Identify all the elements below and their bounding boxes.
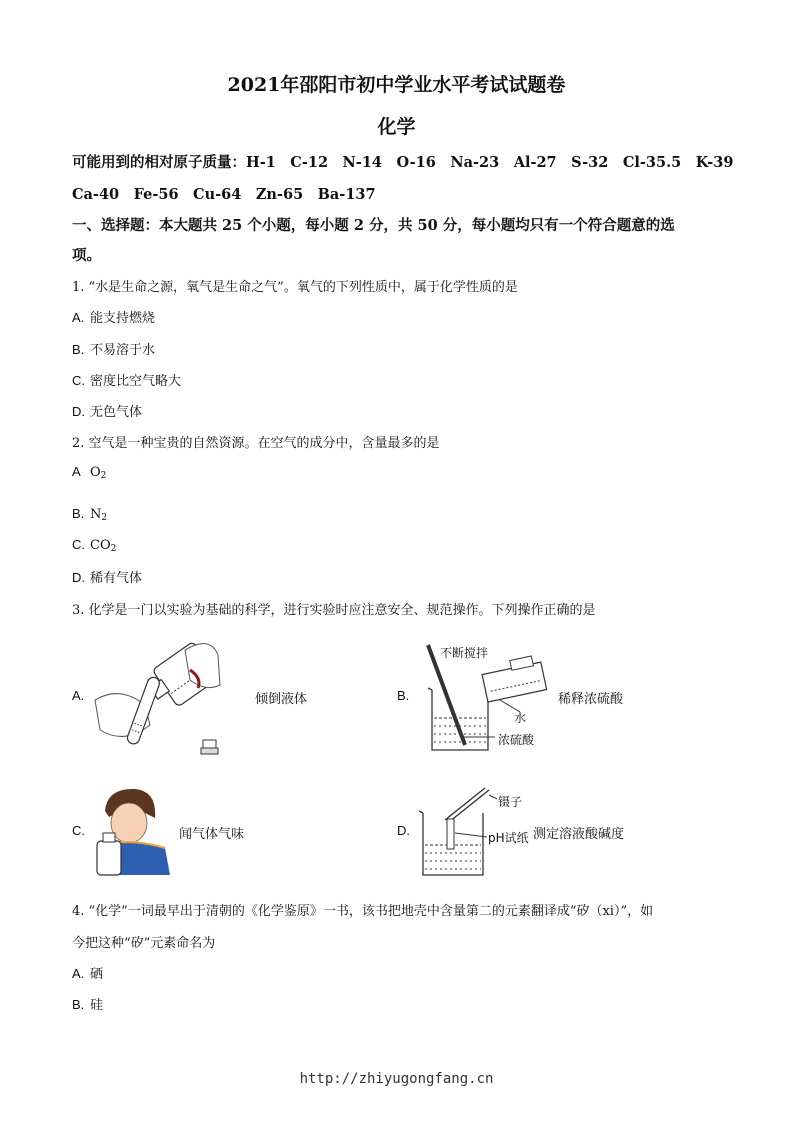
beaker bbox=[432, 690, 488, 750]
q2-option-b bbox=[72, 506, 107, 523]
question-2-stem: 2. 空气是一种宝贵的自然资源。在空气的成分中，含量最多的是 bbox=[72, 436, 440, 451]
conc-acid-label: 浓硫酸 bbox=[498, 733, 535, 747]
option-text: 密度比空气略大 bbox=[90, 374, 182, 389]
option-letter: A bbox=[72, 464, 81, 479]
option-letter: B. bbox=[72, 997, 85, 1012]
option-text: 测定溶液酸碱度 bbox=[533, 827, 625, 842]
q4-option-b bbox=[72, 994, 103, 1013]
option-text: 无色气体 bbox=[90, 405, 143, 420]
option-text: O bbox=[90, 465, 101, 480]
atomic-mass-line-2: Ca-40 Fe-56 Cu-64 Zn-65 Ba-137 bbox=[72, 186, 376, 203]
subscript: 2 bbox=[101, 513, 108, 523]
option-letter: D. bbox=[72, 404, 85, 419]
boy-face bbox=[111, 803, 147, 843]
q1-option-a bbox=[72, 307, 155, 326]
q2-option-c bbox=[72, 537, 116, 554]
ph-paper-label: pH试纸 bbox=[488, 831, 529, 845]
page-title: 2021年邵阳市初中学业水平考试试题卷 bbox=[227, 74, 566, 96]
pouring-liquid-figure bbox=[90, 630, 240, 760]
water-label: 水 bbox=[514, 711, 527, 725]
tweezers-label: 镊子 bbox=[498, 795, 523, 809]
option-text: 闻气体气味 bbox=[179, 827, 245, 842]
subscript: 2 bbox=[110, 544, 117, 554]
page-subtitle: 化学 bbox=[377, 116, 416, 138]
atomic-mass-line-1: 可能用到的相对原子质量：H-1 C-12 N-14 O-16 Na-23 Al-27 S-32 Cl-35.5 K-39 bbox=[72, 154, 734, 171]
q1-option-b bbox=[72, 339, 155, 358]
option-letter: C. bbox=[72, 537, 85, 552]
subscript: 2 bbox=[100, 471, 107, 481]
question-1-stem: 1. “水是生命之源，氧气是生命之气”。氧气的下列性质中，属于化学性质的是 bbox=[72, 280, 518, 295]
option-letter: B. bbox=[72, 342, 85, 357]
option-text: 能支持燃烧 bbox=[90, 311, 156, 326]
q4-option-a bbox=[72, 963, 103, 982]
question-4-stem-line-2: 今把这种“矽”元素命名为 bbox=[72, 936, 216, 951]
option-letter: C. bbox=[72, 373, 85, 388]
water-bottle bbox=[480, 654, 546, 702]
option-text: 硅 bbox=[90, 998, 104, 1013]
option-letter: B. bbox=[72, 506, 85, 521]
option-text: 硒 bbox=[90, 967, 104, 982]
gas-bottle bbox=[97, 841, 121, 875]
smell-gas-figure bbox=[95, 783, 175, 878]
option-letter: C. bbox=[72, 823, 85, 838]
option-letter: A. bbox=[72, 310, 85, 325]
option-text: 倾倒液体 bbox=[255, 692, 308, 707]
stir-label: 不断搅拌 bbox=[440, 646, 489, 660]
option-letter: A. bbox=[72, 688, 85, 703]
question-3-stem: 3. 化学是一门以实验为基础的科学，进行实验时应注意安全、规范操作。下列操作正确的是 bbox=[72, 603, 596, 618]
option-text: 不易溶于水 bbox=[90, 343, 156, 358]
option-letter: D. bbox=[72, 570, 85, 585]
section-heading-line-2: 项。 bbox=[72, 247, 101, 264]
bottle-stopper bbox=[201, 740, 218, 754]
option-letter: A. bbox=[72, 966, 85, 981]
option-text: 稀释浓硫酸 bbox=[558, 692, 624, 707]
option-text: N bbox=[90, 507, 102, 522]
option-letter: D. bbox=[397, 823, 410, 838]
option-letter: B. bbox=[397, 688, 410, 703]
q1-option-c bbox=[72, 370, 181, 389]
q1-option-d bbox=[72, 401, 142, 420]
section-heading-line-1: 一、选择题：本大题共 25 个小题，每小题 2 分，共 50 分，每小题均只有一个符合题意的选 bbox=[72, 217, 675, 234]
option-text: 稀有气体 bbox=[90, 571, 143, 586]
question-4-stem-line-1: 4. “化学”一词最早出于清朝的《化学鉴原》一书，该书把地壳中含量第二的元素翻译成“矽（xi）”，如 bbox=[72, 904, 654, 919]
tweezers bbox=[445, 788, 485, 820]
footer-url[interactable]: http://zhiyugongfang.cn bbox=[299, 1071, 494, 1087]
option-text: CO bbox=[90, 538, 111, 553]
q2-option-a bbox=[72, 464, 106, 481]
q2-option-d bbox=[72, 567, 142, 586]
ph-paper bbox=[447, 819, 454, 849]
